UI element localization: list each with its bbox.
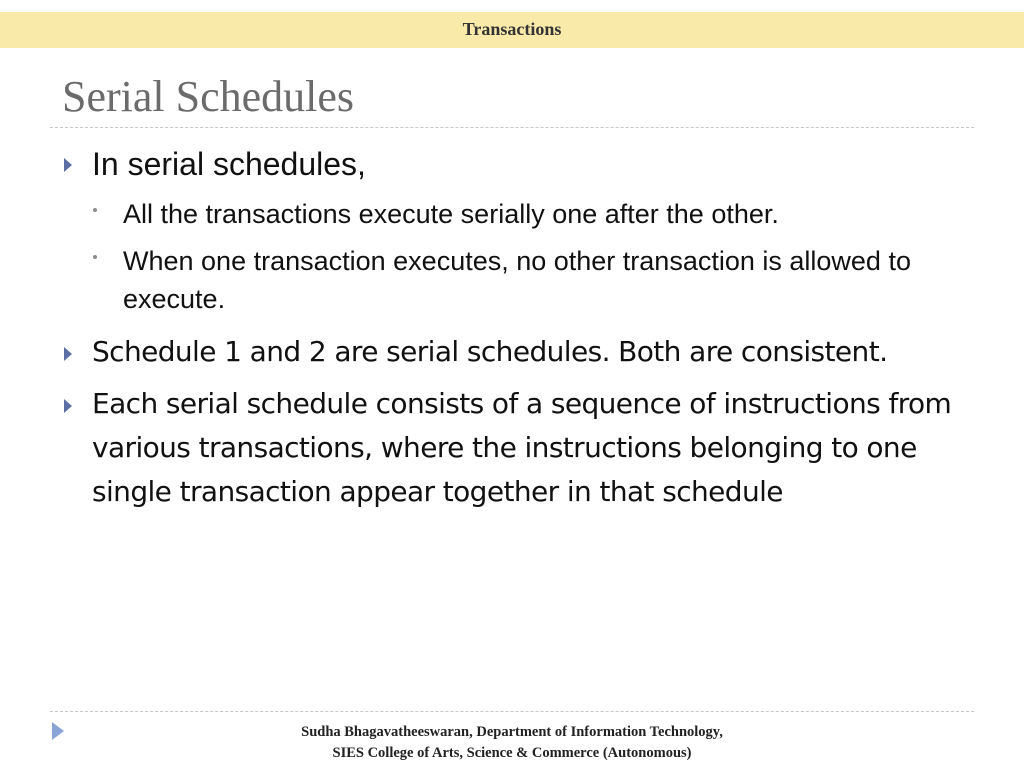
dot-icon	[93, 208, 97, 212]
bullet-item	[60, 382, 980, 514]
slide-title: Serial Schedules	[62, 72, 355, 121]
sub-bullet-text: When one transaction executes, no other transaction is allowed to execute.	[123, 246, 911, 314]
bullet-text: In serial schedules,	[92, 146, 366, 182]
footer	[0, 722, 1024, 764]
bullet-item	[60, 142, 980, 186]
bullet-text: Each serial schedule consists of a sequence of instructions from various transactions, where the instructions belonging to one single transaction appear together in that schedule	[92, 387, 952, 508]
footer-line-college: SIES College of Arts, Science & Commerce (Autonomous)	[332, 745, 692, 761]
footer-divider	[50, 711, 974, 712]
arrow-right-icon	[64, 347, 72, 361]
footer-line-author: Sudha Bhagavatheeswaran, Department of Information Technology,	[301, 724, 723, 740]
arrow-right-icon	[64, 158, 72, 172]
sub-bullet-item	[60, 195, 980, 233]
header-bar	[0, 12, 1024, 48]
bullet-text: Schedule 1 and 2 are serial schedules. Both are consistent.	[92, 335, 888, 368]
title-divider	[50, 127, 974, 128]
header-label: Transactions	[462, 19, 562, 39]
arrow-right-icon	[64, 399, 72, 413]
sub-bullet-item	[60, 242, 980, 318]
bullet-item	[60, 330, 980, 374]
sub-bullet-text: All the transactions execute serially one after the other.	[123, 199, 779, 229]
slide-content	[60, 142, 980, 514]
dot-icon	[93, 255, 97, 259]
